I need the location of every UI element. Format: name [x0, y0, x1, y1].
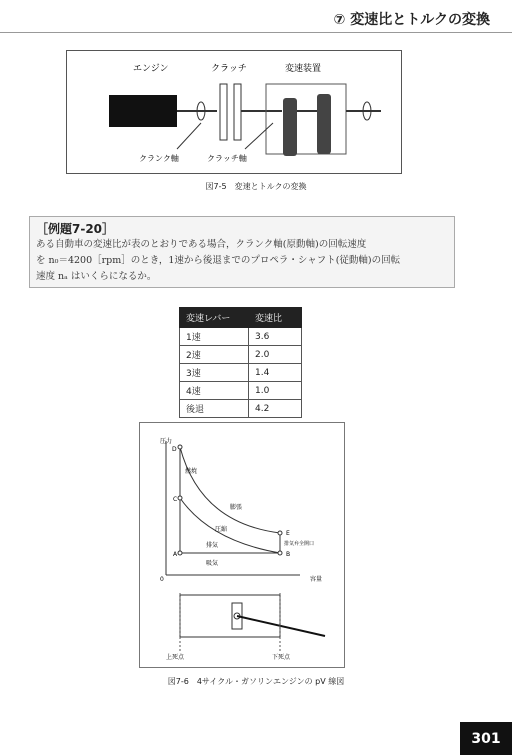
crankshaft-label: クランク軸 [139, 154, 179, 163]
point-d-label: D [172, 446, 177, 453]
page-number: 301 [460, 722, 512, 755]
header-divider [0, 32, 512, 33]
connecting-rod [237, 616, 325, 636]
figure-pv-diagram [139, 422, 345, 668]
clutch-shaft-label: クラッチ軸 [207, 154, 247, 163]
cylinder [180, 595, 280, 637]
table-header: 変速比 [249, 308, 302, 328]
y-axis-label: 圧力 [160, 438, 173, 445]
origin-label: 0 [160, 576, 164, 583]
pv-diagram [140, 423, 346, 669]
expansion-curve [180, 447, 280, 533]
combustion-label: 燃焼 [185, 468, 198, 475]
clutch-pointer [245, 123, 273, 149]
gear-2 [317, 94, 331, 154]
engine-label: エンジン [133, 64, 169, 74]
drivetrain-diagram [67, 51, 403, 175]
transmission-housing [266, 84, 346, 154]
figure2-caption: 図7-6 4サイクル・ガソリンエンジンの pV 線図 [167, 677, 345, 686]
point-c-label: C [173, 496, 178, 503]
example-line: 速度 nₐ はいくらになるか。 [36, 271, 157, 282]
valve-label: 排気弁全開口 [284, 541, 315, 547]
clutch-plate-right [234, 84, 241, 140]
figure-drivetrain [66, 50, 402, 174]
figure1-caption: 図7-5 変速とトルクの変換 [205, 182, 307, 191]
table-row: 1速 3.6 [180, 328, 302, 346]
clutch-label: クラッチ [211, 64, 247, 74]
table-row: 3速 1.4 [180, 364, 302, 382]
table-row: 2速 2.0 [180, 346, 302, 364]
gear-1 [283, 98, 297, 156]
engine-block [109, 95, 177, 127]
transmission-label: 変速装置 [285, 64, 322, 74]
chapter-title: ⑦ 変速比とトルクの変換 [333, 12, 490, 28]
crank-pointer [177, 123, 201, 149]
intake-label: 吸気 [206, 560, 219, 567]
expansion-label: 膨張 [230, 504, 243, 511]
table-header: 変速レバー [180, 308, 249, 328]
bdc-label: 下死点 [272, 654, 291, 661]
example-title: ［例題7-20］ [36, 222, 115, 236]
tdc-label: 上死点 [166, 654, 185, 661]
example-text [36, 237, 456, 285]
example-line: を n₀＝4200［rpm］のとき，1速から後退までのプロペラ・シャフト(従動軸)の回転 [36, 255, 401, 266]
compression-label: 圧縮 [215, 526, 228, 533]
example-line: ある自動車の変速比が表のとおりである場合，クランク軸(原動軸)の回転速度 [36, 239, 367, 250]
clutch-plate-left [220, 84, 227, 140]
table-row: 後退 4.2 [180, 400, 302, 418]
gear-ratio-table [179, 307, 302, 418]
table-row: 4速 1.0 [180, 382, 302, 400]
exhaust-label: 排気 [206, 542, 219, 549]
point-b-label: B [286, 551, 291, 558]
x-axis-label: 容量 [310, 576, 323, 583]
point-e-label: E [286, 530, 290, 537]
point-a-label: A [173, 551, 178, 558]
